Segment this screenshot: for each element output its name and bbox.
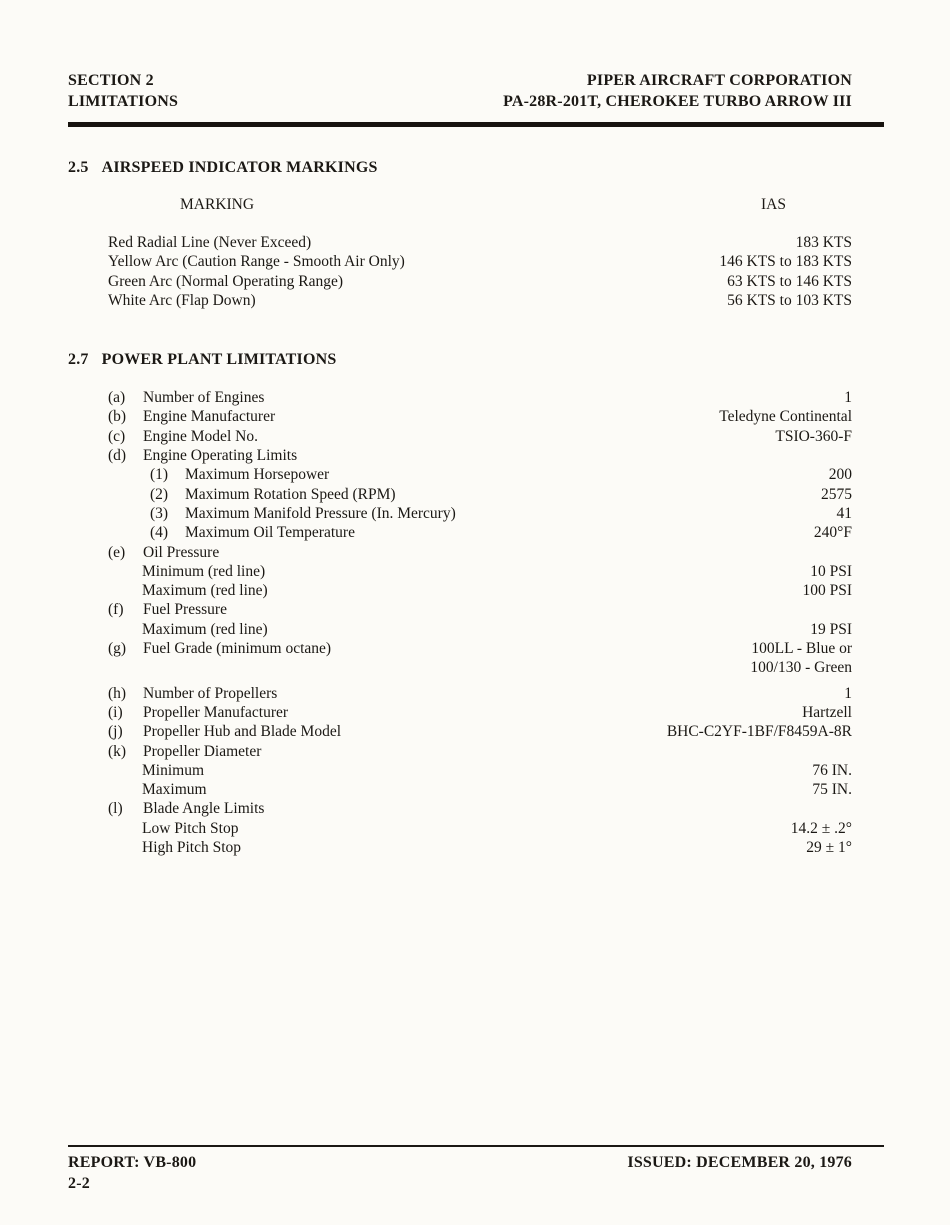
column-header-ias: IAS bbox=[761, 196, 786, 213]
power-plant-row bbox=[68, 819, 852, 838]
power-plant-section-title bbox=[68, 350, 852, 370]
page-header bbox=[68, 70, 852, 112]
power-plant-row bbox=[68, 838, 852, 857]
airspeed-marking: White Arc (Flap Down) bbox=[108, 291, 256, 309]
item-value: 1 bbox=[844, 684, 852, 702]
power-plant-row bbox=[68, 388, 852, 407]
limit-item bbox=[68, 427, 258, 446]
limit-item bbox=[68, 620, 268, 639]
item-value: 29 ± 1° bbox=[806, 839, 852, 857]
airspeed-marking: Yellow Arc (Caution Range - Smooth Air Only) bbox=[108, 253, 405, 271]
power-plant-row bbox=[68, 742, 852, 761]
airspeed-ias-value: 146 KTS to 183 KTS bbox=[719, 253, 852, 271]
power-plant-row bbox=[68, 780, 852, 799]
power-plant-row bbox=[68, 543, 852, 562]
footer-text-row bbox=[68, 1152, 884, 1194]
power-plant-row bbox=[68, 684, 852, 703]
power-plant-row bbox=[68, 658, 852, 677]
item-text: Minimum bbox=[142, 761, 205, 779]
limit-item bbox=[68, 819, 238, 838]
airspeed-row bbox=[68, 272, 852, 291]
item-text: Blade Angle Limits bbox=[143, 800, 265, 818]
power-plant-row bbox=[68, 427, 852, 446]
item-label: (4) bbox=[150, 524, 169, 542]
item-text: Maximum Oil Temperature bbox=[185, 524, 355, 542]
item-value: 41 bbox=[836, 504, 852, 522]
limit-item bbox=[68, 504, 456, 523]
limit-item bbox=[68, 446, 297, 465]
airspeed-column-headers bbox=[68, 195, 852, 215]
item-value: 19 PSI bbox=[810, 620, 852, 638]
airspeed-marking: Green Arc (Normal Operating Range) bbox=[108, 272, 343, 290]
item-label: (3) bbox=[150, 504, 169, 522]
footer-report: REPORT: VB-800 bbox=[68, 1154, 197, 1171]
power-plant-section-heading: POWER PLANT LIMITATIONS bbox=[101, 351, 337, 369]
item-text: Fuel Pressure bbox=[143, 601, 227, 619]
limit-item bbox=[68, 742, 261, 761]
limit-item bbox=[68, 799, 264, 818]
header-company-line1: PIPER AIRCRAFT CORPORATION bbox=[586, 72, 852, 89]
limit-item bbox=[68, 761, 204, 780]
item-text: Fuel Grade (minimum octane) bbox=[143, 640, 332, 658]
item-text: Engine Model No. bbox=[143, 427, 258, 445]
item-label: (d) bbox=[108, 447, 127, 465]
airspeed-section-heading: AIRSPEED INDICATOR MARKINGS bbox=[101, 159, 378, 176]
column-header-marking: MARKING bbox=[180, 196, 255, 213]
airspeed-row bbox=[68, 252, 852, 271]
power-plant-row bbox=[68, 446, 852, 465]
item-text: Engine Operating Limits bbox=[143, 447, 298, 465]
footer-issued: ISSUED: DECEMBER 20, 1976 bbox=[627, 1154, 852, 1171]
power-plant-row bbox=[68, 504, 852, 523]
power-plant-row bbox=[68, 761, 852, 780]
item-text: Number of Engines bbox=[143, 389, 265, 407]
limit-item bbox=[68, 780, 207, 799]
limit-item bbox=[68, 543, 219, 562]
limit-item bbox=[68, 639, 331, 658]
item-value: 200 bbox=[828, 466, 852, 484]
airspeed-marking: Red Radial Line (Never Exceed) bbox=[108, 234, 312, 251]
item-label: (2) bbox=[150, 485, 169, 503]
item-value: TSIO-360-F bbox=[775, 427, 852, 445]
header-section-block bbox=[68, 70, 178, 112]
limit-item bbox=[68, 600, 227, 619]
footer-rule bbox=[68, 1145, 884, 1147]
power-plant-row bbox=[68, 407, 852, 426]
header-company-line2: PA-28R-201T, CHEROKEE TURBO ARROW III bbox=[503, 93, 852, 110]
item-label: (j) bbox=[108, 723, 123, 741]
item-label: (c) bbox=[108, 427, 126, 445]
item-label: (i) bbox=[108, 703, 123, 721]
header-company-block bbox=[503, 70, 852, 112]
airspeed-row bbox=[68, 291, 852, 310]
limit-item bbox=[68, 562, 265, 581]
power-plant-section bbox=[68, 350, 852, 857]
header-section-line1: SECTION 2 bbox=[68, 72, 154, 89]
item-value: 100 PSI bbox=[802, 582, 852, 600]
item-value: 10 PSI bbox=[810, 562, 852, 580]
item-text: Low Pitch Stop bbox=[142, 819, 239, 837]
item-value: 1 bbox=[844, 389, 852, 407]
item-value: Teledyne Continental bbox=[719, 408, 852, 426]
item-value: 75 IN. bbox=[812, 781, 852, 799]
power-plant-row bbox=[68, 799, 852, 818]
item-text: Maximum (red line) bbox=[142, 620, 268, 638]
limit-item bbox=[68, 407, 275, 426]
airspeed-section bbox=[68, 158, 852, 310]
item-value: Hartzell bbox=[802, 703, 852, 721]
item-text: Maximum (red line) bbox=[142, 582, 268, 600]
item-text: Oil Pressure bbox=[143, 543, 220, 561]
power-plant-row bbox=[68, 523, 852, 542]
item-text: Maximum Manifold Pressure (In. Mercury) bbox=[185, 504, 456, 522]
page-footer bbox=[68, 1145, 884, 1194]
limit-item bbox=[68, 722, 341, 741]
item-label: (b) bbox=[108, 408, 127, 426]
item-text: Number of Propellers bbox=[143, 684, 278, 702]
airspeed-section-number: 2.5 bbox=[68, 159, 89, 176]
limit-item bbox=[68, 465, 329, 484]
limit-item bbox=[68, 388, 264, 407]
power-plant-row bbox=[68, 465, 852, 484]
limit-item bbox=[68, 523, 355, 542]
power-plant-rows bbox=[68, 388, 852, 857]
footer-report-block bbox=[68, 1152, 196, 1194]
power-plant-row bbox=[68, 562, 852, 581]
limit-item bbox=[68, 838, 241, 857]
airspeed-section-title bbox=[68, 158, 852, 178]
item-label: (k) bbox=[108, 742, 127, 760]
power-plant-row bbox=[68, 600, 852, 619]
item-label: (e) bbox=[108, 543, 126, 561]
power-plant-row bbox=[68, 703, 852, 722]
item-label: (g) bbox=[108, 640, 127, 658]
item-label: (l) bbox=[108, 800, 123, 818]
item-text: Propeller Hub and Blade Model bbox=[143, 723, 342, 741]
airspeed-ias-value: 183 KTS bbox=[795, 234, 852, 251]
item-value: 240°F bbox=[813, 524, 852, 542]
limit-item bbox=[68, 581, 268, 600]
item-label: (f) bbox=[108, 601, 124, 619]
item-value: 76 IN. bbox=[812, 761, 852, 779]
item-value: BHC-C2YF-1BF/F8459A-8R bbox=[666, 723, 852, 741]
airspeed-ias-value: 63 KTS to 146 KTS bbox=[727, 272, 852, 290]
item-value: 100LL - Blue or bbox=[751, 640, 852, 658]
header-section-line2: LIMITATIONS bbox=[68, 93, 179, 110]
limit-item bbox=[68, 703, 288, 722]
limit-item bbox=[68, 684, 277, 703]
power-plant-row bbox=[68, 722, 852, 741]
item-text: Minimum (red line) bbox=[142, 562, 266, 580]
item-value: 100/130 - Green bbox=[750, 659, 852, 677]
footer-page-number: 2-2 bbox=[68, 1175, 90, 1192]
item-value: 14.2 ± .2° bbox=[790, 819, 852, 837]
item-label: (h) bbox=[108, 684, 127, 702]
power-plant-section-number: 2.7 bbox=[68, 351, 89, 369]
power-plant-row bbox=[68, 485, 852, 504]
item-text: Engine Manufacturer bbox=[143, 408, 276, 426]
header-rule bbox=[68, 122, 884, 127]
item-label: (a) bbox=[108, 389, 126, 407]
airspeed-rows bbox=[68, 233, 852, 310]
item-label: (1) bbox=[150, 466, 169, 484]
power-plant-row bbox=[68, 620, 852, 639]
item-text: Propeller Manufacturer bbox=[143, 703, 289, 721]
item-text: Propeller Diameter bbox=[143, 742, 262, 760]
item-text: Maximum Rotation Speed (RPM) bbox=[185, 485, 396, 503]
power-plant-row bbox=[68, 581, 852, 600]
airspeed-ias-value: 56 KTS to 103 KTS bbox=[727, 291, 852, 309]
airspeed-row bbox=[68, 233, 852, 252]
power-plant-row bbox=[68, 639, 852, 658]
limit-item bbox=[68, 485, 396, 504]
item-text: Maximum Horsepower bbox=[185, 466, 330, 484]
item-text: Maximum bbox=[142, 781, 207, 799]
item-text: High Pitch Stop bbox=[142, 839, 242, 857]
item-value: 2575 bbox=[821, 485, 852, 503]
